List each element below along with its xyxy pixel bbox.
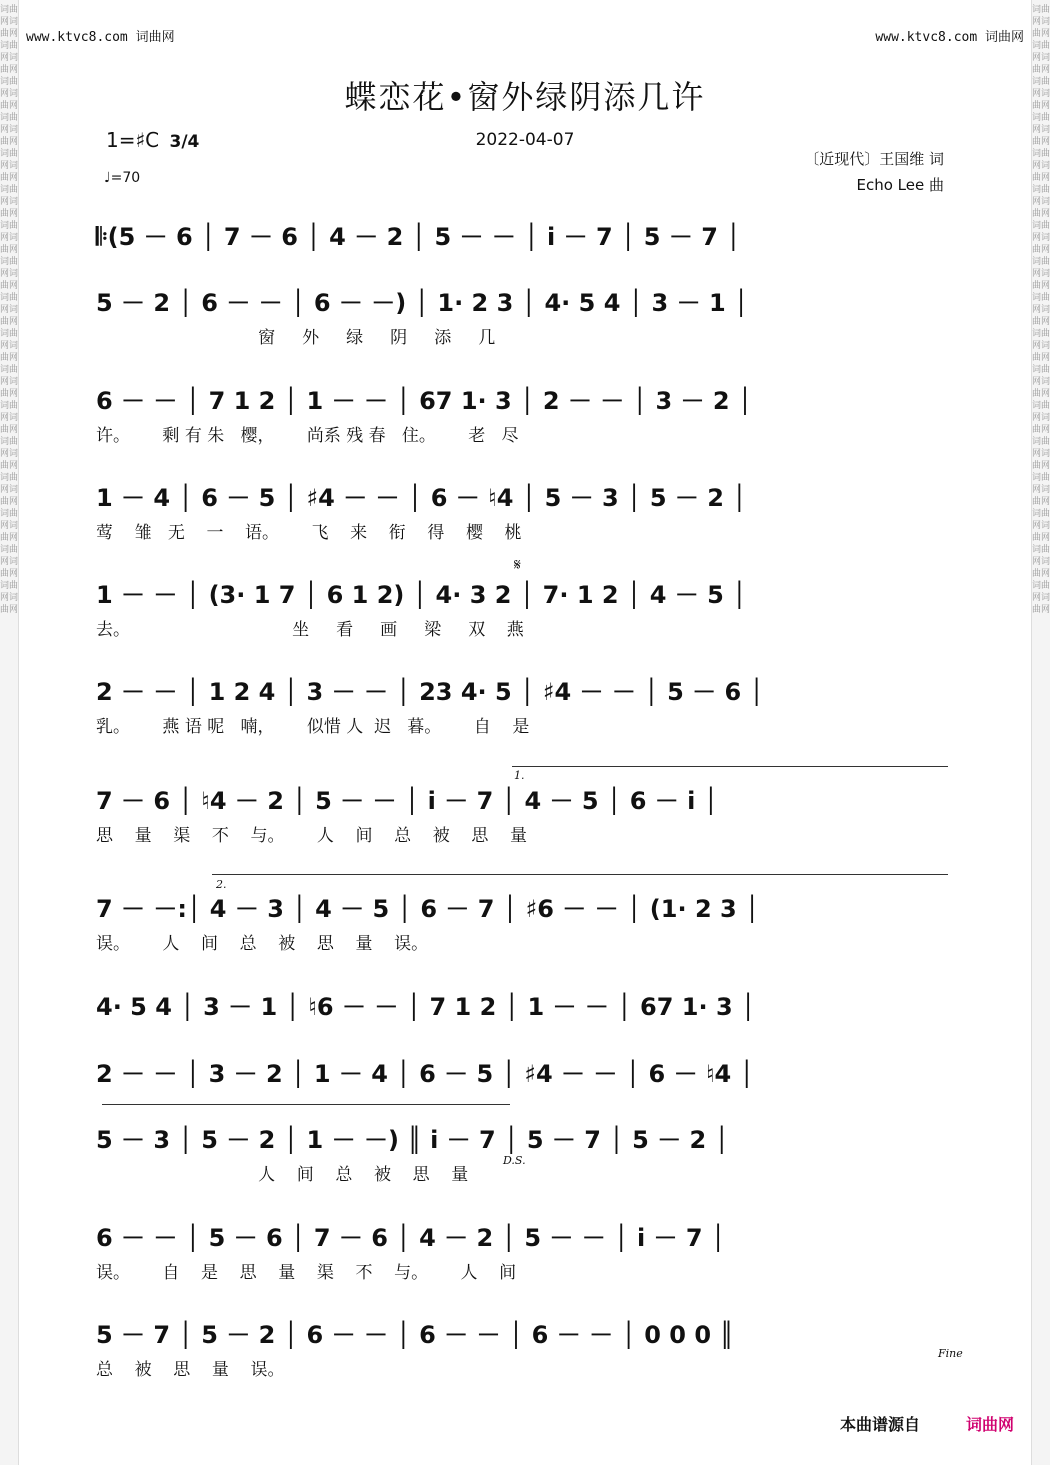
score-line [96,987,956,1047]
score-line [96,1315,956,1380]
volta-1-bracket [512,766,948,767]
notation-row: 7 － －:│ 4 － 3 │ 4 － 5 │ 6 － 7 │ ♯6 － － │ (1· 2 3 │ [96,895,760,923]
lyrics-row: 人 间 总 被 思 量 [96,1165,469,1185]
right-watermark-strip: 词曲网词曲网词曲网词曲网词曲网词曲网词曲网词曲网词曲网词曲网词曲网词曲网词曲网词曲网词曲网词曲网词曲网词曲网词曲网词曲网词曲网词曲网词曲网词曲网词曲网词曲网词曲网词曲网词曲网词曲网词曲网词曲网词曲网词曲网 [1031,0,1050,1465]
score-title: 蝶恋花•窗外绿阴添几许 [344,78,706,116]
score-line [96,217,956,277]
notation-row: 2 － － │ 3 － 2 │ 1 － 4 │ 6 － 5 │ ♯4 － － │ 6 － ♮4 │ [96,1060,755,1088]
lyrics-row: 莺 雏 无 一 语。 飞 来 衔 得 樱 桃 [96,523,522,543]
score-line [96,1054,956,1114]
volta-2-bracket [212,874,948,875]
score-date: 2022-04-07 [475,130,575,150]
score-line [96,1218,956,1283]
notation-row: 4· 5 4 │ 3 － 1 │ ♮6 － － │ 7 1 2 │ 1 － － │ 67 1· 3 │ [96,993,756,1021]
lyrics-row: 思 量 渠 不 与。 人 间 总 被 思 量 [96,826,527,846]
tempo-marking: ♩=70 [104,170,141,186]
notation-row: 1 － 4 │ 6 － 5 │ ♯4 － － │ 6 － ♮4 │ 5 － 3 │ 5 － 2 │ [96,484,747,512]
notation-row: 2 － － │ 1 2 4 │ 3 － － │ 23 4· 5 │ ♯4 － － │ 5 － 6 │ [96,678,764,706]
score-line [96,889,956,954]
fine-mark: Fine [938,1347,963,1360]
composer-credit: Echo Lee 曲 [856,176,944,194]
score-line [96,575,956,640]
key-label: 1=♯C [106,128,160,152]
notation-row: 6 － － │ 5 － 6 │ 7 － 6 │ 4 － 2 │ 5 － － │ i － 7 │ [96,1224,726,1252]
key-signature [106,128,199,152]
notation-row: 5 － 7 │ 5 － 2 │ 6 － － │ 6 － － │ 6 － － │ 0 0 0 ║ [96,1321,734,1349]
notation-row: 6 － － │ 7 1 2 │ 1 － － │ 67 1· 3 │ 2 － － │ 3 － 2 │ [96,387,753,415]
footer-brand[interactable]: 词曲网 [965,1415,1014,1434]
header-watermark-left: www.ktvc8.com 词曲网 [26,30,175,45]
score-line [96,381,956,446]
score-line [96,283,956,348]
notation-row: 7 － 6 │ ♮4 － 2 │ 5 － － │ i － 7 │ 4 － 5 │ 6 － i │ [96,787,719,815]
lyricist-credit: 〔近现代〕王国维 词 [804,150,944,168]
lyrics-row: 许。 剩 有 朱 樱， 尚系 残 春 住。 老 尽 [96,426,519,446]
lyrics-row: 乳。 燕 语 呢 喃， 似惜 人 迟 暮。 自 是 [96,717,530,737]
lyrics-row: 去。 坐 看 画 梁 双 燕 [96,620,524,640]
volta-1-label: 1. [514,769,525,782]
notation-row: 𝄆(5 － 6 │ 7 － 6 │ 4 － 2 │ 5 － － │ i － 7 │ 5 － 7 │ [96,223,741,251]
lyrics-row: 误。 自 是 思 量 渠 不 与。 人 间 [96,1263,517,1283]
ds-mark: D.S. [503,1154,526,1167]
lyrics-row: 总 被 思 量 误。 [96,1360,285,1380]
notation-row: 5 － 2 │ 6 － － │ 6 － －) │ 1· 2 3 │ 4· 5 4 │ 3 － 1 │ [96,289,749,317]
notation-row: 1 － － │ (3· 1 7 │ 6 1 2) │ 4· 3 2 │ 7· 1 2 │ 4 － 5 │ [96,581,747,609]
time-signature: 3/4 [169,132,200,152]
lyrics-row: 误。 人 间 总 被 思 量 误。 [96,934,429,954]
header-watermark-right: www.ktvc8.com 词曲网 [875,30,1024,45]
segno-mark: 𝄋 [514,555,521,574]
volta-2-label: 2. [216,878,227,891]
score-line [96,478,956,543]
score-line [96,672,956,737]
coda-bracket [102,1104,510,1105]
score-line [96,781,956,846]
footer-source: 本曲谱源自 [839,1415,920,1434]
score-line [96,1120,956,1185]
lyrics-row: 窗 外 绿 阴 添 几 [96,328,496,348]
notation-row: 5 － 3 │ 5 － 2 │ 1 － －) ║ i － 7 │ 5 － 7 │ 5 － 2 │ [96,1126,730,1154]
left-watermark-strip: 词曲网词曲网词曲网词曲网词曲网词曲网词曲网词曲网词曲网词曲网词曲网词曲网词曲网词曲网词曲网词曲网词曲网词曲网词曲网词曲网词曲网词曲网词曲网词曲网词曲网词曲网词曲网词曲网词曲网词曲网词曲网词曲网词曲网词曲网 [0,0,19,1465]
